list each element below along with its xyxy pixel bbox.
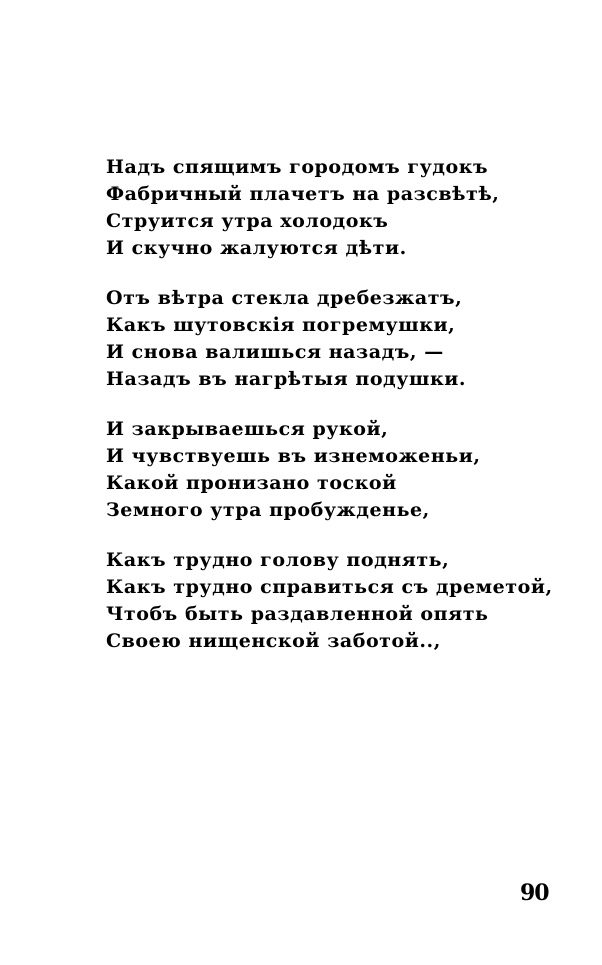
poem-line: И скучно жалуются дѣти. xyxy=(106,237,407,259)
poem-line: Чтобъ быть раздавленной опять xyxy=(106,603,489,625)
poem-line: Какъ шутовскія погремушки, xyxy=(106,314,456,336)
poem-line: Какъ трудно голову поднять, xyxy=(106,549,450,571)
page-number: 90 xyxy=(520,880,549,906)
poem-line: И чувствуешь въ изнеможеньи, xyxy=(106,445,481,467)
poem-line: Надъ спящимъ городомъ гудокъ xyxy=(106,156,489,178)
stanza-4 xyxy=(106,547,553,655)
poem-line: Отъ вѣтра стекла дребезжатъ, xyxy=(106,287,463,309)
poem-line: И снова валишься назадъ, — xyxy=(106,341,444,363)
poem xyxy=(106,154,553,678)
poem-line: Земного утра пробужденье, xyxy=(106,499,430,521)
stanza-2 xyxy=(106,285,546,393)
poem-line: И закрываешься рукой, xyxy=(106,418,389,440)
poem-line: Струится утра холодокъ xyxy=(106,210,389,232)
poem-line: Какой пронизано тоской xyxy=(106,472,397,494)
stanza-3 xyxy=(106,416,546,524)
poem-line: Фабричный плачетъ на разсвѣтѣ, xyxy=(106,183,500,205)
poem-line: Своею нищенской заботой.., xyxy=(106,630,441,652)
stanza-1 xyxy=(106,154,546,262)
poem-line: Какъ трудно справиться съ дреметой, xyxy=(106,576,553,598)
poem-line: Назадъ въ нагрѣтыя подушки. xyxy=(106,368,467,390)
